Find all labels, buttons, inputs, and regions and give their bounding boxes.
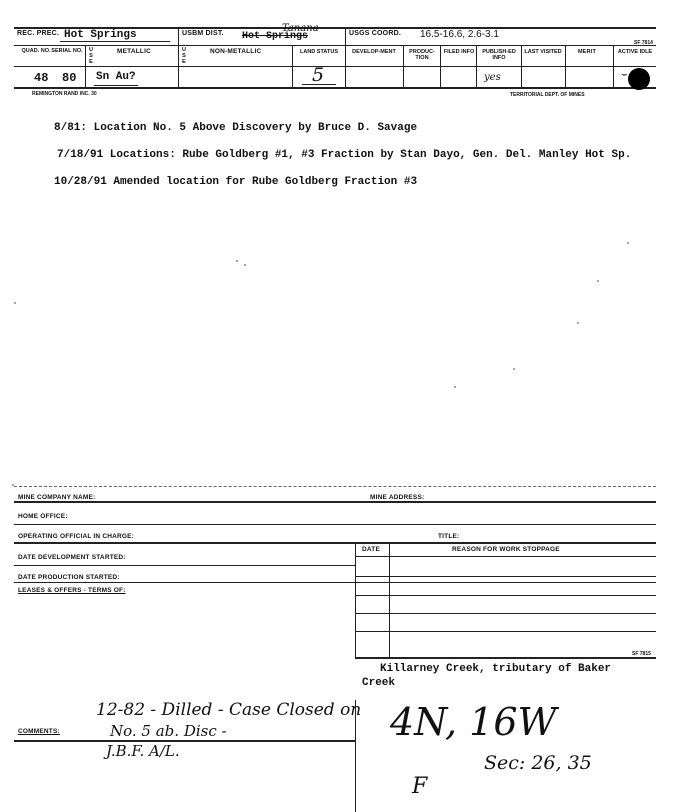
hole-punch [628,68,650,90]
land-status-value: 5 [312,64,325,86]
production-label: PRODUC-TION [409,49,435,61]
form-code-2: SF 7815 [632,651,651,657]
entry-line: 10/28/91 Amended location for Rube Goldberg Fraction #3 [54,176,418,188]
filed-info-label: FILED INFO [443,49,475,55]
quad-no-value: 48 [34,71,49,85]
merit-label: MERIT [578,49,597,55]
mine-address-label: MINE ADDRESS: [370,494,425,501]
printer-credit: REMINGTON RAND INC. 30 [32,91,97,97]
comment-line-1: 12-82 - Dilled - Case Closed on [96,700,362,720]
section: Sec: 26, 35 [484,752,592,774]
rec-prec-value: Hot Springs [64,29,137,41]
form-code: SF 7814 [634,40,653,46]
date-label: DATE [362,546,381,553]
published-info-label: PUBLISH-ED INFO [482,49,516,61]
dept-credit: TERRITORIAL DEPT. OF MINES [510,92,585,98]
usbm-dist-value: Hot Springs [242,31,309,42]
last-visited-label: LAST VISITED [524,49,562,55]
rec-prec-label: REC. PREC. [17,30,60,37]
operating-official-label: OPERATING OFFICIAL IN CHARGE: [18,533,135,540]
entry-line: 8/81: Location No. 5 Above Discovery by Bruce D. Savage [54,122,418,134]
title-label: TITLE: [438,533,460,540]
development-label: DEVELOP-MENT [352,49,396,55]
serial-no-value: 80 [62,71,77,85]
meridian: F [412,774,428,799]
reason-label: REASON FOR WORK STOPPAGE [452,546,560,553]
metallic-value: Sn Au? [96,71,136,83]
date-dev-label: DATE DEVELOPMENT STARTED: [18,554,126,561]
metallic-label: METALLIC [117,48,151,55]
township: 4N, 16W [390,700,557,744]
active-idle-mark: ⌣ [621,69,628,80]
active-idle-label: ACTIVE IDLE [617,49,653,55]
mine-company-label: MINE COMPANY NAME: [18,494,96,501]
comments-label: COMMENTS: [18,728,60,735]
published-info-value: yes [484,72,501,83]
usbm-dist-handwritten: Tanana [282,23,319,34]
serial-no-label: SERIAL NO. [51,48,83,54]
usgs-coord-label: USGS COORD. [349,30,401,37]
use-letters-2: U S E [182,47,186,65]
comment-line-2: No. 5 ab. Disc - [110,722,227,740]
land-status-label: LAND STATUS [300,49,338,55]
use-letters: U S E [89,47,93,65]
home-office-label: HOME OFFICE: [18,513,68,520]
entry-line: 7/18/91 Locations: Rube Goldberg #1, #3 Fraction by Stan Dayo, Gen. Del. Manley Hot Sp. [57,149,632,161]
quad-no-label: QUAD. NO. [21,48,51,54]
leases-label: LEASES & OFFERS - TERMS OF: [18,587,126,594]
date-prod-label: DATE PRODUCTION STARTED: [18,574,120,581]
comment-line-3: J.B.F. A/L. [106,742,180,760]
usgs-coord-value: 16.5-16.6, 2.6-3.1 [420,29,499,40]
location-text: Killarney Creek, tributary of Baker Creek [362,663,612,689]
nonmetallic-label: NON-METALLIC [210,48,262,55]
usbm-dist-label: USBM DIST. [182,30,224,37]
